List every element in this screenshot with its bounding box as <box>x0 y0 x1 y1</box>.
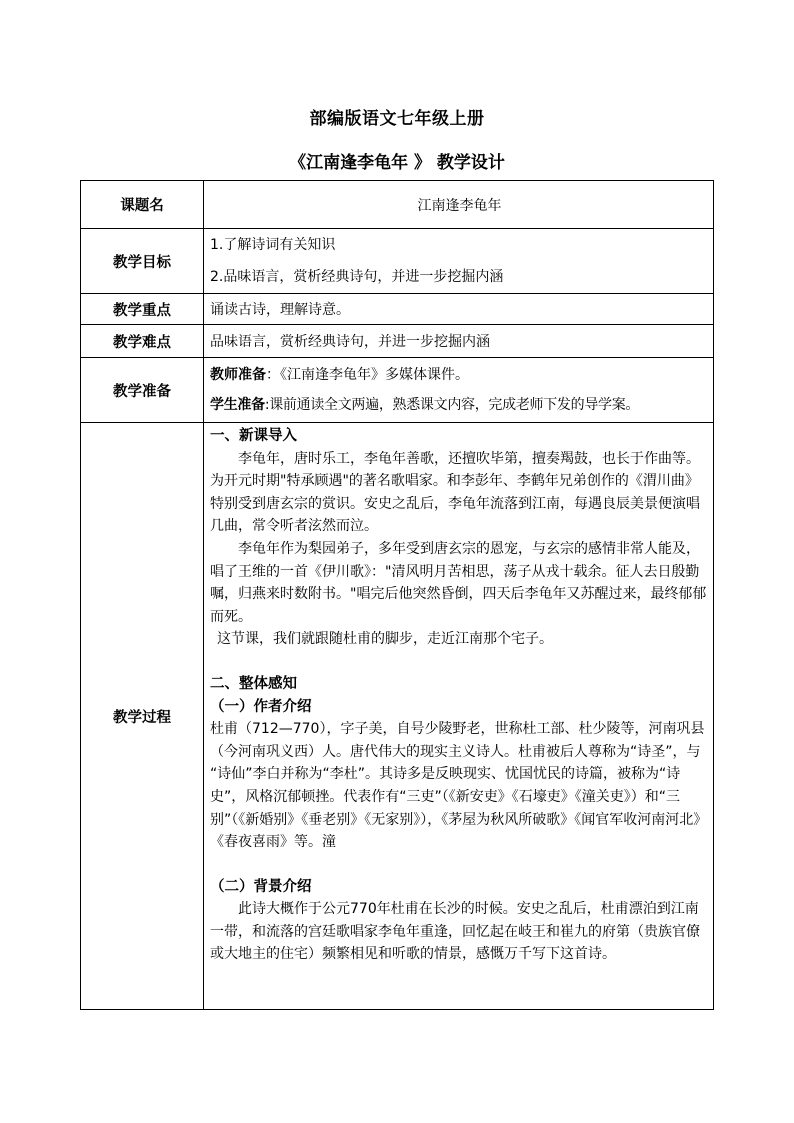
label-focus: 教学重点 <box>81 294 204 325</box>
label-process: 教学过程 <box>81 423 204 1010</box>
section-2-paragraph-2: 此诗大概作于公元770年杜甫在长沙的时候。安史之乱后，杜甫漂泊到江南一带，和流落的宫廷歌唱家李龟年重逢，回忆起在岐王和崔九的府第（贵族官僚或大地主的住宅）频繁相见和听歌的情景，感慨万千写下这首诗。 <box>210 901 700 963</box>
goal-1: 1.了解诗词有关知识 <box>210 237 336 253</box>
teacher-prep-label: 教师准备 <box>210 367 266 383</box>
label-difficulty: 教学难点 <box>81 325 204 358</box>
label-topic: 课题名 <box>81 181 204 229</box>
row-topic <box>81 181 714 229</box>
student-prep-text: :课前通读全文两遍，熟悉课文内容，完成老师下发的导学案。 <box>264 397 640 413</box>
section-2-sub-2: （二）背景介绍 <box>210 878 312 895</box>
section-2-sub-1: （一）作者介绍 <box>210 698 312 715</box>
value-focus: 诵读古诗，理解诗意。 <box>204 294 714 325</box>
student-prep <box>210 393 709 417</box>
student-prep-label: 学生准备 <box>210 397 265 413</box>
value-process <box>204 423 714 1010</box>
document-title: 部编版语文七年级上册 <box>309 109 485 129</box>
row-prep <box>81 358 714 423</box>
teacher-prep-text: ：《江南逢李龟年》多媒体课件。 <box>266 367 469 383</box>
label-goals: 教学目标 <box>81 229 204 294</box>
section-1-paragraph-2: 李龟年作为梨园弟子，多年受到唐玄宗的恩宠，与玄宗的感情非常人能及，唱了王维的一首《伊川歌》："清风明月苦相思，荡子从戎十载余。征人去日殷勤嘱，归燕来时数附书。"唱完后他突然昏倒，四天后李龟年又苏醒过来，最终郁郁而死。 <box>210 540 707 625</box>
section-1-paragraph-3: 这节课，我们就跟随杜甫的脚步，走近江南那个宅子。 <box>217 631 553 648</box>
label-prep: 教学准备 <box>81 358 204 423</box>
section-2-paragraph-1: 杜甫（712—770），字子美，自号少陵野老，世称杜工部、杜少陵等，河南巩县（今河南巩义西）人。唐代伟大的现实主义诗人。杜甫被后人尊称为“诗圣”，与 “诗仙”李白并称为“李杜”。其诗多是反映现实、忧国忧民的诗篇，被称为“诗史”，风格沉郁顿挫。代表作有“三吏”（《新安吏》《石壕吏》《潼关吏》）和“三别”（《新婚别》《垂老别》《无家别》），《茅屋为秋风所破歌》《闻官军收河南河北》《春夜喜雨》等。潼 <box>210 721 708 851</box>
lesson-plan-table <box>80 180 714 1010</box>
value-goals <box>204 229 714 294</box>
row-goals <box>81 229 714 294</box>
value-difficulty: 品味语言，赏析经典诗句，并进一步挖掘内涵 <box>204 325 714 358</box>
row-focus <box>81 294 714 325</box>
value-topic: 江南逢李龟年 <box>204 181 714 229</box>
teacher-prep <box>210 363 709 387</box>
spacer <box>210 854 709 876</box>
row-difficulty <box>81 325 714 358</box>
section-1-title: 一、新课导入 <box>210 428 297 444</box>
spacer <box>210 651 709 673</box>
section-1-paragraph-1: 李龟年，唐时乐工，李龟年善歌，还擅吹毕第，擅奏羯鼓，也长于作曲等。为开元时期"特承顾遇"的著名歌唱家。和李彭年、李鹤年兄弟创作的《渭川曲》特别受到唐玄宗的赏识。安史之乱后，李龟年流落到江南，每遇良辰美景便演唱几曲，常令听者泫然而泣。 <box>210 450 700 535</box>
section-2-title: 二、整体感知 <box>210 675 297 692</box>
goal-2: 2.品味语言，赏析经典诗句，并进一步挖掘内涵 <box>210 269 504 285</box>
value-prep <box>204 358 714 423</box>
document-subtitle: 《江南逢李龟年 》 教学设计 <box>289 153 505 173</box>
row-process <box>81 423 714 1010</box>
